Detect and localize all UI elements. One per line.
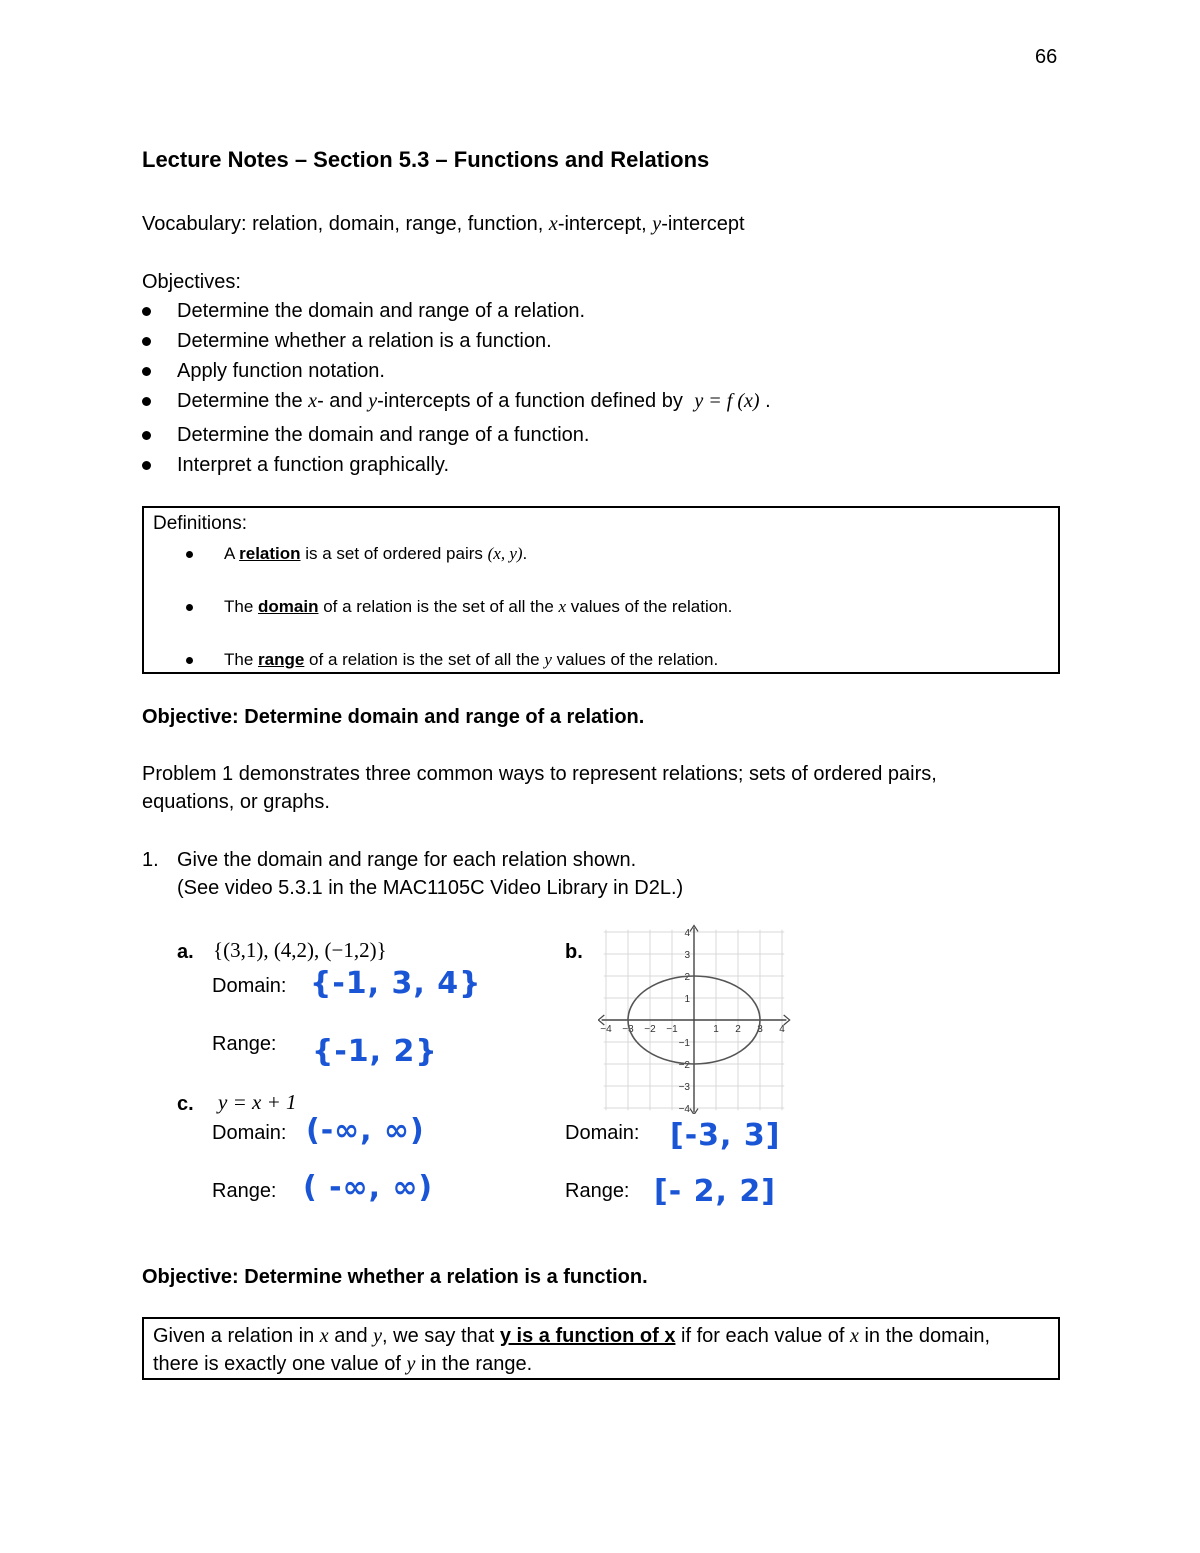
y-tick-label: −3: [678, 1082, 690, 1093]
definitions-box: [142, 506, 1060, 674]
part-c-equation: y = x + 1: [218, 1090, 297, 1114]
objective-item: Determine the domain and range of a relation.: [142, 299, 1042, 329]
bullet-icon: [142, 367, 151, 376]
x-tick-label: 3: [757, 1024, 763, 1035]
page-title: Lecture Notes – Section 5.3 – Functions and Relations: [142, 147, 710, 172]
objective-item: Determine the domain and range of a function.: [142, 423, 1042, 453]
x-tick-label: −2: [644, 1024, 656, 1035]
bullet-icon: [142, 431, 151, 440]
part-c-domain-label: Domain:: [212, 1122, 287, 1144]
y-tick-label: −1: [678, 1038, 690, 1049]
page-number: 66: [1035, 46, 1058, 68]
problem-intro-line1: Problem 1 demonstrates three common ways to represent relations; sets of ordered pairs,: [142, 763, 937, 785]
x-tick-label: 2: [735, 1024, 741, 1035]
part-b-range-answer: [- 2, 2]: [654, 1174, 776, 1209]
y-tick-label: 3: [684, 950, 690, 961]
part-b-range-label: Range:: [565, 1180, 630, 1202]
objective-item: Determine whether a relation is a function.: [142, 329, 1042, 359]
x-tick-label: −3: [622, 1024, 634, 1035]
vocabulary-line: [142, 212, 745, 236]
part-a-label: a.: [177, 941, 194, 963]
ellipse-graph: [598, 922, 804, 1114]
problem-number: 1.: [142, 849, 159, 871]
objective-item: Interpret a function graphically.: [142, 453, 1042, 483]
part-c-domain-answer: (-∞, ∞): [306, 1113, 425, 1148]
objectives-list: [142, 299, 1042, 483]
x-tick-label: −1: [666, 1024, 678, 1035]
y-tick-label: −2: [678, 1060, 690, 1071]
part-b-domain-label: Domain:: [565, 1122, 640, 1144]
part-a-range-label: Range:: [212, 1033, 277, 1055]
bullet-icon: [142, 307, 151, 316]
y-tick-label: −4: [678, 1104, 690, 1114]
vocabulary-suffix: -intercept: [661, 213, 745, 235]
problem-video-note: (See video 5.3.1 in the MAC1105C Video Library in D2L.): [177, 877, 684, 899]
y-tick-label: 4: [684, 928, 690, 939]
bullet-icon: [142, 337, 151, 346]
vocabulary-y: y: [652, 213, 662, 235]
x-tick-label: −4: [600, 1024, 612, 1035]
objectives-heading: Objectives:: [142, 271, 241, 293]
objective-item-intercepts: Determine the x- and y-intercepts of a function defined by y = f (x) .: [142, 389, 1042, 423]
part-c-range-answer: ( -∞, ∞): [303, 1170, 434, 1205]
problem-instruction: Give the domain and range for each relation shown.: [177, 849, 637, 871]
function-term: y is a function of x: [499, 1325, 676, 1347]
definitions-heading: Definitions:: [153, 513, 247, 534]
definition-relation: A relation is a set of ordered pairs (x, y).: [186, 544, 527, 564]
x-tick-label: 1: [713, 1024, 719, 1035]
x-tick-label: 4: [779, 1024, 785, 1035]
part-a-set: {(3,1), (4,2), (−1,2)}: [213, 938, 387, 962]
function-definition-line1: Given a relation in x and y, we say that y is a function of x if for each value of x in the domain,: [153, 1325, 991, 1347]
part-b-label: b.: [565, 941, 583, 963]
objective-heading-1: Objective: Determine domain and range of a relation.: [142, 706, 645, 728]
bullet-icon: [186, 657, 193, 664]
function-definition-line2: there is exactly one value of y in the range.: [153, 1353, 533, 1375]
bullet-icon: [142, 461, 151, 470]
part-c-range-label: Range:: [212, 1180, 277, 1202]
part-a-range-answer: {-1, 2}: [312, 1034, 438, 1069]
definition-domain: The domain of a relation is the set of all the x values of the relation.: [186, 597, 732, 617]
y-tick-label: 1: [684, 994, 690, 1005]
bullet-icon: [186, 551, 193, 558]
part-a-domain-label: Domain:: [212, 975, 287, 997]
vocabulary-mid: -intercept,: [557, 213, 653, 235]
problem-intro-line2: equations, or graphs.: [142, 791, 330, 813]
y-tick-label: 2: [684, 972, 690, 983]
definition-range: The range of a relation is the set of all the y values of the relation.: [186, 650, 718, 670]
part-c-label: c.: [177, 1093, 194, 1115]
part-b-domain-answer: [-3, 3]: [670, 1118, 781, 1153]
bullet-icon: [142, 397, 151, 406]
part-a-domain-answer: {-1, 3, 4}: [310, 966, 482, 1001]
vocabulary-x: x: [548, 213, 558, 235]
vocabulary-text: Vocabulary: relation, domain, range, function,: [142, 213, 549, 235]
objective-heading-2: Objective: Determine whether a relation is a function.: [142, 1266, 648, 1288]
function-definition-box: [142, 1317, 1060, 1380]
bullet-icon: [186, 604, 193, 611]
objective-item: Apply function notation.: [142, 359, 1042, 389]
